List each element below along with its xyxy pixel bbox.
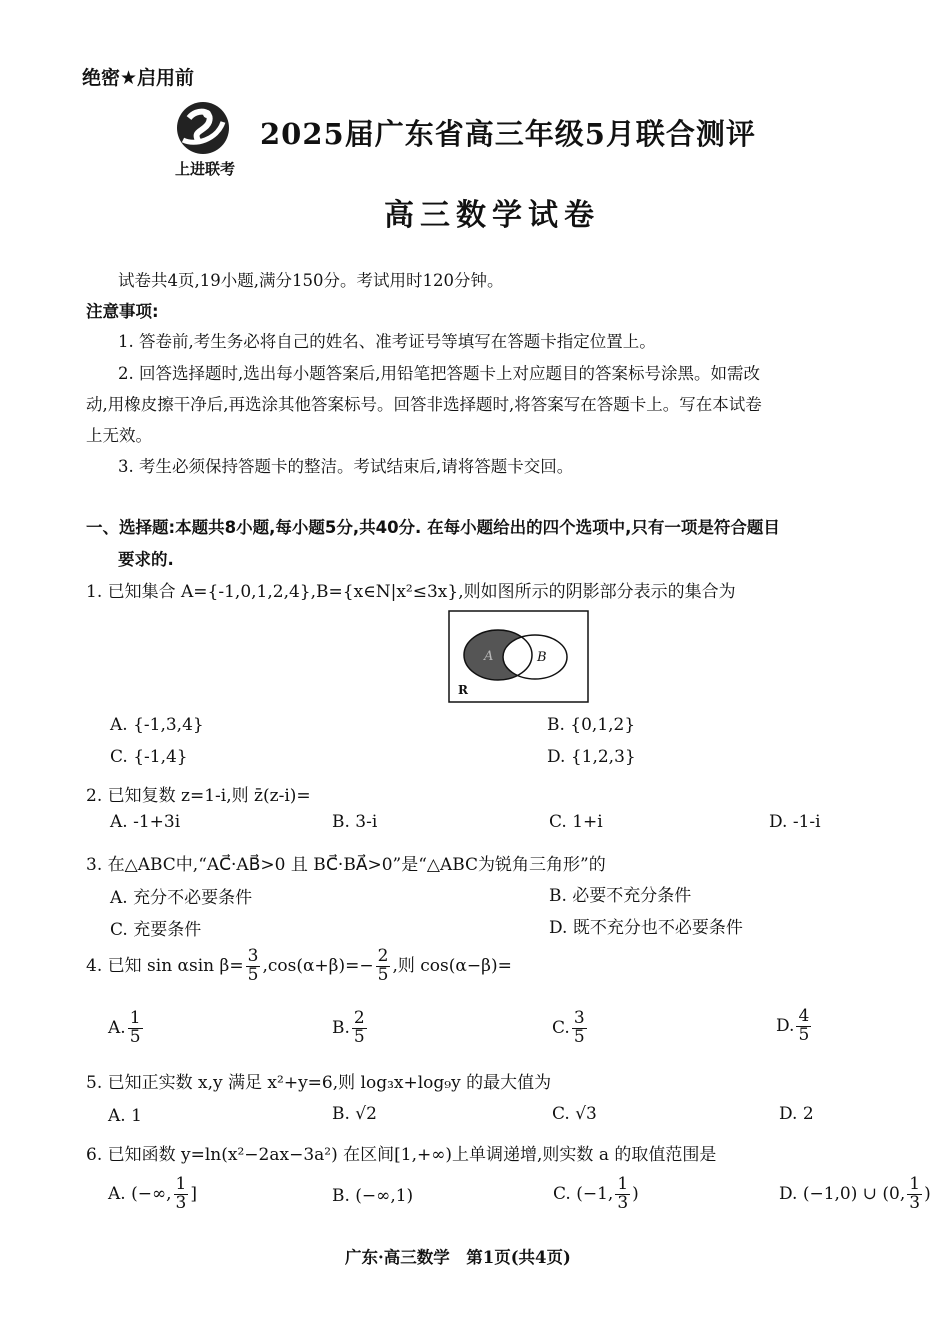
note-2-line-3: 上无效。: [86, 426, 152, 445]
notes-title: 注意事项:: [86, 302, 159, 321]
confidential-label: 绝密★启用前: [82, 67, 195, 89]
venn-set-b: [503, 635, 567, 679]
q3-option-d: D. 既不充分也不必要条件: [549, 918, 743, 938]
logo-text: 上进联考: [174, 160, 235, 178]
q5-option-b: B. √2: [332, 1104, 377, 1124]
note-2-line-1: 2. 回答选择题时,选出每小题答案后,用铅笔把答题卡上对应题目的答案标号涂黑。如需改: [118, 364, 760, 383]
question-3-stem: 3. 在△ABC中,“AC⃗·AB⃗>0 且 BC⃗·BA⃗>0”是“△ABC为锐角三角形”的: [86, 855, 606, 875]
venn-label-r: R: [458, 683, 468, 697]
q1-option-b: B. {0,1,2}: [547, 715, 636, 735]
q3-option-b: B. 必要不充分条件: [549, 886, 692, 906]
question-1-stem: 1. 已知集合 A={-1,0,1,2,4},B={x∈N|x²≤3x},则如图所示的阴影部分表示的集合为: [86, 582, 736, 602]
q5-option-c: C. √3: [552, 1104, 597, 1124]
note-2-line-2: 动,用橡皮擦干净后,再选涂其他答案标号。回答非选择题时,将答案写在答题卡上。写在本试卷: [86, 395, 762, 414]
question-5-stem: 5. 已知正实数 x,y 满足 x²+y=6,则 log₃x+log₉y 的最大值为: [86, 1073, 552, 1093]
q1-option-d: D. {1,2,3}: [547, 747, 636, 767]
q6-option-d: D. (−1,0) ∪ (0, $\frac{1}{3}$ ): [779, 1174, 931, 1213]
venn-diagram: [448, 610, 589, 703]
q4-option-b: B. $\frac{2}{5}$: [332, 1008, 365, 1047]
page-footer: 广东·高三数学 第1页(共4页): [345, 1248, 571, 1267]
q6-option-a: A. (−∞, $\frac{1}{3}$ ]: [108, 1174, 197, 1213]
venn-label-a: A: [484, 649, 494, 664]
q4-option-c: C. $\frac{3}{5}$: [552, 1008, 585, 1047]
logo-emblem-icon: [165, 100, 245, 160]
q6-option-b: B. (−∞,1): [332, 1186, 414, 1206]
q4-option-d: D. $\frac{4}{5}$: [776, 1006, 810, 1045]
q4-option-a: A. $\frac{1}{5}$: [108, 1008, 141, 1047]
section-1-heading-line-2: 要求的.: [118, 550, 174, 569]
exam-title: 2025届广东省高三年级5月联合测评: [260, 117, 756, 151]
section-1-heading: 一、选择题:本题共8小题,每小题5分,共40分. 在每小题给出的四个选项中,只有一项是符合题目: [86, 518, 780, 537]
question-2-stem: 2. 已知复数 z=1-i,则 z̄(z-i)=: [86, 786, 311, 806]
q1-option-a: A. {-1,3,4}: [110, 715, 204, 735]
q3-option-c: C. 充要条件: [110, 920, 202, 940]
paper-title: 高三数学试卷: [384, 198, 600, 233]
exam-logo: [165, 100, 245, 185]
q6-option-c: C. (−1, $\frac{1}{3}$ ): [553, 1174, 639, 1213]
venn-label-b: B: [537, 650, 547, 665]
question-4-stem: 4. 已知 sin αsin β= $\frac{3}{5}$ ,cos(α+β)=− $\frac{2}{5}$ ,则 cos(α−β)=: [86, 946, 512, 985]
q5-option-a: A. 1: [108, 1106, 142, 1126]
q1-option-c: C. {-1,4}: [110, 747, 188, 767]
q5-option-d: D. 2: [779, 1104, 814, 1124]
note-3: 3. 考生必须保持答题卡的整洁。考试结束后,请将答题卡交回。: [118, 457, 574, 476]
exam-info: 试卷共4页,19小题,满分150分。考试用时120分钟。: [118, 271, 504, 290]
q2-option-b: B. 3-i: [332, 812, 378, 832]
q2-option-a: A. -1+3i: [110, 812, 181, 832]
note-1: 1. 答卷前,考生务必将自己的姓名、准考证号等填写在答题卡指定位置上。: [118, 332, 656, 351]
q2-option-d: D. -1-i: [769, 812, 821, 832]
q2-option-c: C. 1+i: [549, 812, 603, 832]
question-6-stem: 6. 已知函数 y=ln(x²−2ax−3a²) 在区间[1,+∞)上单调递增,则实数 a 的取值范围是: [86, 1145, 717, 1165]
q3-option-a: A. 充分不必要条件: [110, 888, 253, 908]
